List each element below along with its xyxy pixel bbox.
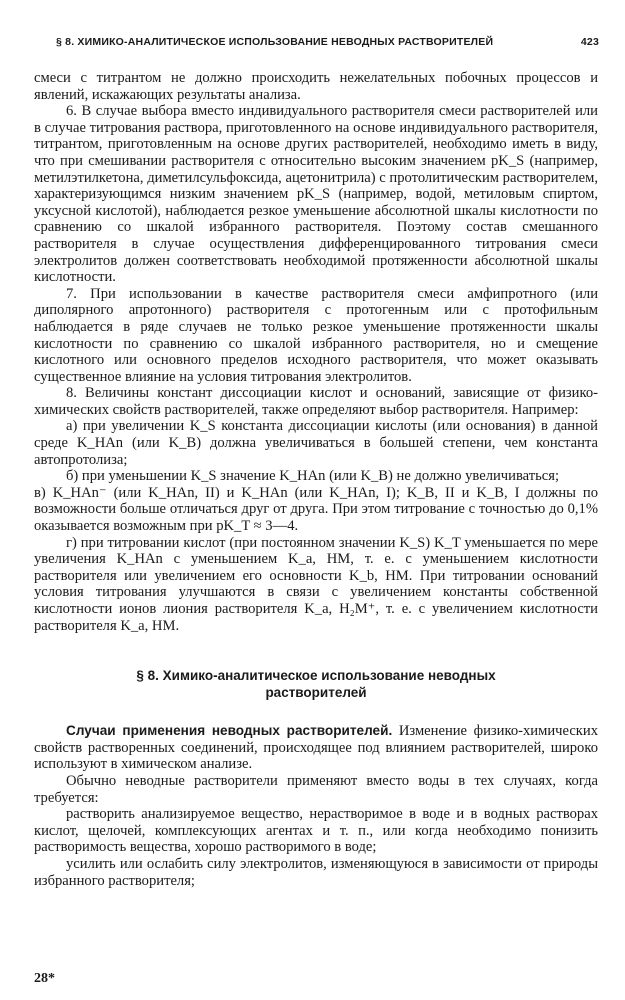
paragraph: Обычно неводные растворители применяют вместо воды в тех случаях, когда требуется: [34,772,598,806]
list-item: г) при титровании кислот (при постоянном значении K_S) K_T уменьшается по мере увеличения K_HAn с уменьшением K_a, HM, т. е. с уменьшением кислотности растворителя или увеличением его основности K_b, HM. При титровании оснований условия титрования улучшаются в связи с увеличением константы собственной кислотности ионов лиония растворителя K_a, H₂M⁺, т. е. с увеличением кислотности растворителя K_a, HM. [34,534,598,634]
paragraph: растворить анализируемое вещество, нерастворимое в воде и в водных растворах кислот, щелочей, комплексующих агентах и т. п., или когда необходимо понизить растворимость вещества, хорошо растворимого в воде; [34,806,598,856]
signature-mark: 28* [34,971,55,986]
paragraph: 8. Величины констант диссоциации кислот и оснований, зависящие от физико-химических свойств растворителей, также определяют выбор растворителя. Например: [34,385,598,418]
paragraph: 6. В случае выбора вместо индивидуального растворителя смеси растворителей или в случае титрования раствора, приготовленного на основе индивидуального растворителя, титрантом, приготовленным на основе других растворителей, необходимо иметь в виду, что при смешивании растворителя с относительно высоким значением pK_S (например, метилэтилкетона, диметилсульфоксида, ацетонитрила) с протолитическим растворителем, характеризующимся низким значением pK_S (например, водой, метиловым спиртом, уксусной кислотой), наблюдается резкое уменьшение абсолютной шкалы кислотности по сравнению со шкалой избранного растворителя. Поэтому состав смешанного растворителя в случае осуществления дифференцированного титрования смеси электролитов должен соответствовать необходимой протяженности абсолютной шкалы кислотности. [34,103,598,286]
list-item: б) при уменьшении K_S значение K_HAn (или K_B) не должно увеличиваться; [66,468,560,485]
section-heading: § 8. Химико-аналитическое использование неводных растворителей [136,668,496,701]
paragraph: смеси с титрантом не должно происходить нежелательных побочных процессов и явлений, искажающих результаты анализа. [34,70,598,103]
running-header [56,36,599,48]
paragraph [34,723,598,773]
list-item: а) при увеличении K_S константа диссоциации кислоты (или основания) в данной среде K_HAn (или K_B) должна увеличиваться в большей степени, чем константа автопротолиза; [34,418,598,468]
list-item: в) K_HAn⁻ (или K_HAn, II) и K_HAn (или K_HAn, I); K_B, II и K_B, I должны по возможности больше отличаться друг от друга. При этом титрование с точностью до 0,1% оказывается возможным при pK_T ≈ 3—4. [34,484,598,535]
paragraph: 7. При использовании в качестве растворителя смеси амфипротного (или диполярного апротонного) растворителя с протогенным или с протофильным наблюдается в ряде случаев не только резкое уменьшение протяженности шкалы кислотности по сравнению со шкалой избранного растворителя, но и смещение кислотного или основного пределов исходного растворителя, что может оказывать существенное влияние на условия титрования электролитов. [34,285,598,385]
paragraph-text: Изменение физико-химических свойств растворенных соединений, происходящее под влиянием растворителей, широко используют в химическом анализе. [34,723,598,773]
runin-title: Случаи применения неводных растворителей. [66,723,393,739]
running-title: § 8. ХИМИКО-АНАЛИТИЧЕСКОЕ ИСПОЛЬЗОВАНИЕ НЕВОДНЫХ РАСТВОРИТЕЛЕЙ [56,36,494,48]
paragraph: усилить или ослабить силу электролитов, изменяющуюся в зависимости от природы избранного растворителя; [34,855,598,889]
text-body [34,70,598,889]
page-number: 423 [580,36,599,48]
